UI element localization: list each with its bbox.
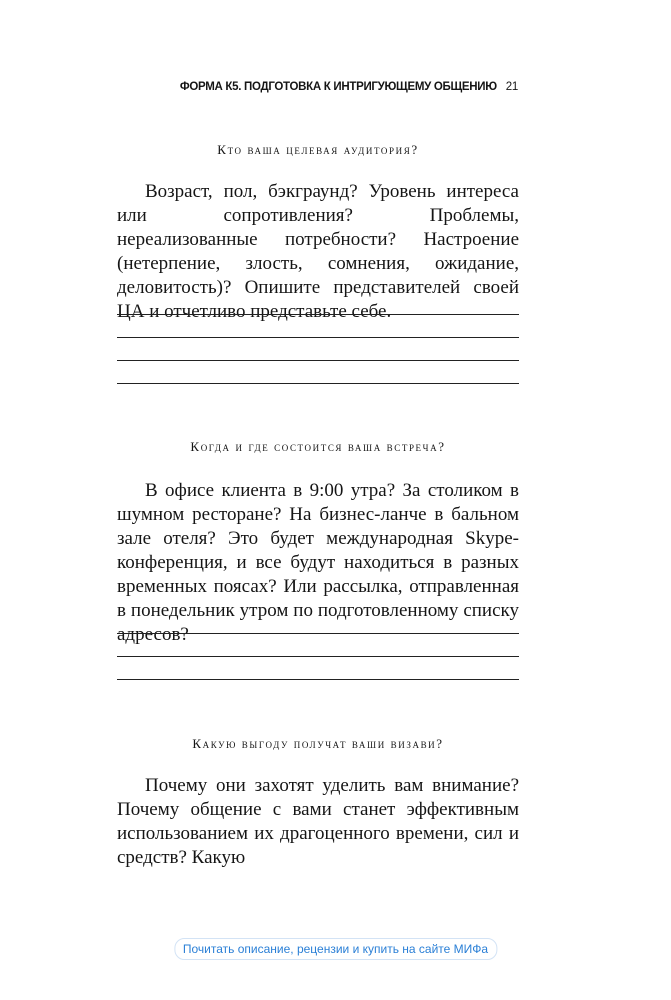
section-body-audience: Возраст, пол, бэкграунд? Уровень интереса или сопротивления? Проблемы, нереализованные потребности? Настроение (нетерпение, злость, сомнения, ожидание, деловитость)? Опишите представителей своей ЦА и отчетливо представьте себе. (117, 181, 519, 322)
answer-line[interactable] (117, 360, 519, 361)
answer-line[interactable] (117, 656, 519, 657)
running-title: ФОРМА К5. ПОДГОТОВКА К ИНТРИГУЮЩЕМУ ОБЩЕНИЮ (179, 81, 497, 93)
answer-line[interactable] (117, 633, 519, 634)
answer-line[interactable] (117, 314, 519, 315)
answer-line[interactable] (117, 679, 519, 680)
page-number: 21 (505, 81, 518, 93)
running-head (150, 81, 518, 93)
answer-line[interactable] (117, 337, 519, 338)
section-body-meeting: В офисе клиента в 9:00 утра? За столиком в шумном ресторане? На бизнес-ланче в бальном зале отеля? Это будет международная Skype-конференция, и все будут находиться в разных временных поясах? Или рассылка, отправленная в понедельник утром по подготовленному списку адресов? (117, 480, 519, 645)
section-heading-benefit: Какую выгоду получат ваши визави? (192, 736, 444, 751)
section-heading-meeting: Когда и где состоится ваша встреча? (190, 439, 446, 454)
section-heading-audience: Кто ваша целевая аудитория? (217, 142, 419, 157)
buy-on-mif-link[interactable]: Почитать описание, рецензии и купить на сайте МИФа (174, 938, 497, 960)
section-body-benefit: Почему они захотят уделить вам внимание? Почему общение с вами станет эффективным использованием их драгоценного времени, сил и средств? Какую (117, 775, 519, 868)
answer-line[interactable] (117, 383, 519, 384)
